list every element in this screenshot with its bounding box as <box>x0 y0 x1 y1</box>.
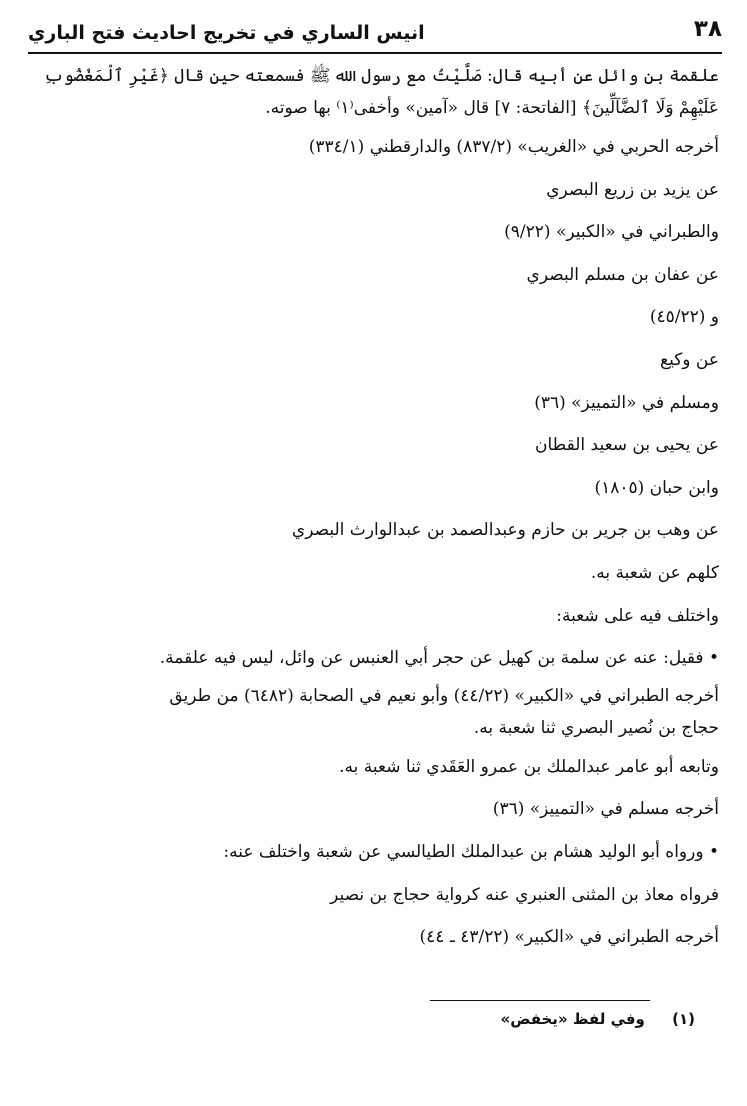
text-line: حجاج بن نُصير البصري ثنا شعبة به. <box>473 717 719 738</box>
footnote <box>501 1010 695 1028</box>
text-line: و (٤٥/٢٢) <box>649 307 719 328</box>
footnote-text: وفي لفظ «يخفض» <box>500 1010 645 1028</box>
text-line: • ورواه أبو الوليد هشام بن عبدالملك الطيالسي عن شعبة واختلف عنه: <box>223 841 719 862</box>
footnote-marker: (١) <box>672 1010 695 1028</box>
text-line: علقمة بن وائل عن أبيه قال: صَلَّيْتُ مع رسول الله ﷺ فسمعته حين قال ﴿غَيْرِ ٱلْمَغْضُوبِ <box>43 66 719 86</box>
text-line: فرواه معاذ بن المثنى العنبري عنه كرواية حجاج بن نصير <box>330 884 719 905</box>
text-line: • فقيل: عنه عن سلمة بن كهيل عن حجر أبي العنبس عن وائل، ليس فيه علقمة. <box>159 648 719 669</box>
text-line: واختلف فيه على شعبة: <box>556 605 719 626</box>
text-line: عن عفان بن مسلم البصري <box>526 264 719 285</box>
page-number: ٣٨ <box>693 16 722 42</box>
running-title: انيس الساري في تخريج احاديث فتح الباري <box>28 22 425 44</box>
text-line: أخرجه الحربي في «الغريب» (٨٣٧/٢) والدارقطني (٣٣٤/١) <box>308 137 719 157</box>
footnote-divider <box>430 1000 650 1001</box>
page-header <box>28 16 722 54</box>
body-text <box>29 60 719 959</box>
text-line: أخرجه مسلم في «التمييز» (٣٦) <box>492 799 719 820</box>
text-line: ومسلم في «التمييز» (٣٦) <box>534 392 719 413</box>
text-line: كلهم عن شعبة به. <box>590 562 719 583</box>
text-line: عن وكيع <box>660 349 719 370</box>
text-line: وتابعه أبو عامر عبدالملك بن عمرو العَقَدي ثنا شعبة به. <box>339 756 719 777</box>
text-line: والطبراني في «الكبير» (٩/٢٢) <box>504 222 719 243</box>
text-line: عن وهب بن جرير بن حازم وعبدالصمد بن عبدالوارث البصري <box>291 520 719 541</box>
text-line: عن يحيى بن سعيد القطان <box>535 435 719 456</box>
text-line: وابن حبان (١٨٠٥) <box>594 477 719 498</box>
text-line: أخرجه الطبراني في «الكبير» (٤٤/٢٢) وأبو نعيم في الصحابة (٦٤٨٢) من طريق <box>169 685 719 706</box>
text-line: عَلَيْهِمْ وَلَا ٱلضَّآلِّينَ﴾ [الفاتحة: ٧] قال «آمين» وأخفى⁽١⁾ بها صوته. <box>265 98 719 118</box>
text-line: عن يزيد بن زريع البصري <box>546 179 719 200</box>
text-line: أخرجه الطبراني في «الكبير» (٤٣/٢٢ ـ ٤٤) <box>419 927 719 948</box>
